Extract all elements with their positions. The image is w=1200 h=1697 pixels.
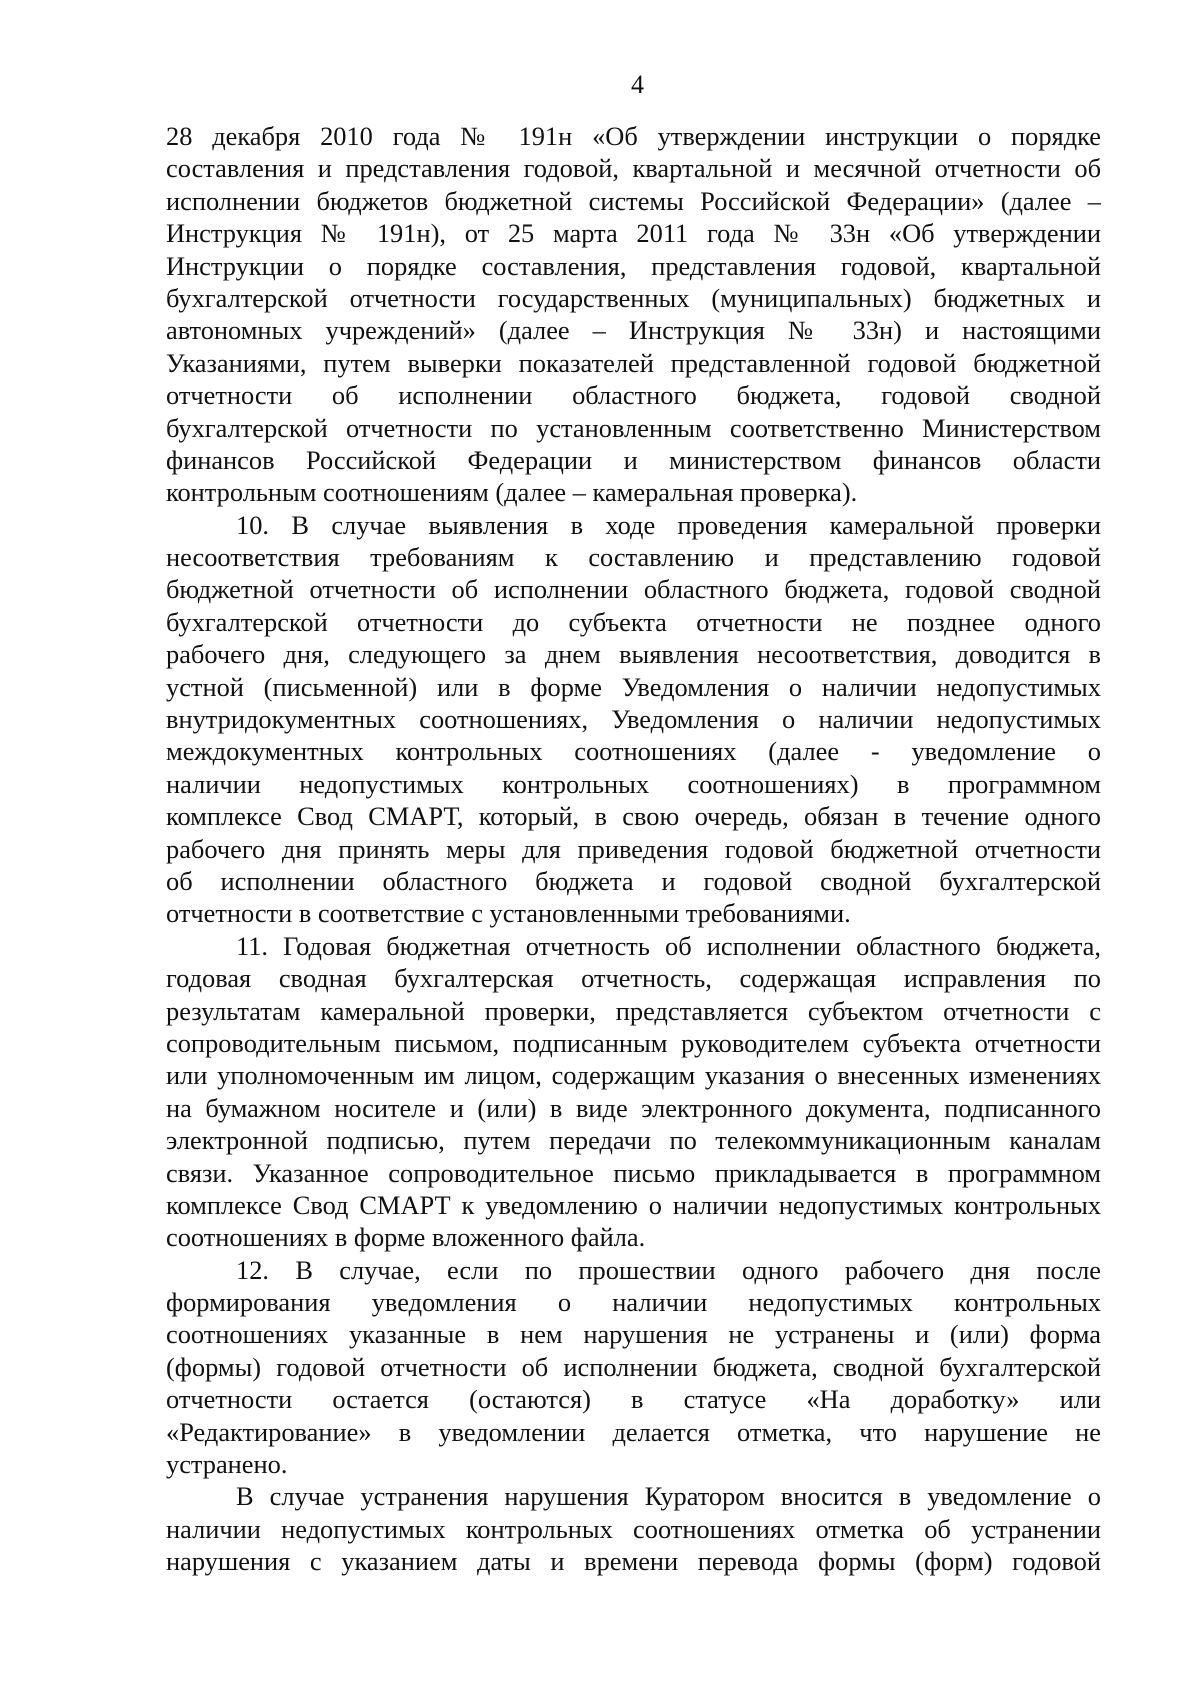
text-line: 10. В случае выявления в ходе проведения камеральной проверки [236, 509, 1101, 540]
text-line: комплексе Свод СМАРТ к уведомлению о наличии недопустимых контрольных [166, 1189, 1101, 1220]
text-line: комплексе Свод СМАРТ, который, в свою очередь, обязан в течение одного [166, 801, 1101, 832]
text-line: внутридокументных соотношениях, Уведомления о наличии недопустимых [166, 704, 1101, 735]
text-line: Инструкция № 191н), от 25 марта 2011 года № 33н «Об утверждении [166, 218, 1101, 249]
text-line: несоответствия требованиям к составлению и представлению годовой [166, 542, 1101, 573]
text-line: бухгалтерской отчетности до субъекта отчетности не позднее одного [166, 606, 1101, 637]
text-line: на бумажном носителе и (или) в виде электронного документа, подписанного [166, 1092, 1101, 1123]
text-line: формирования уведомления о наличии недопустимых контрольных [166, 1287, 1101, 1318]
text-line: «Редактирование» в уведомлении делается отметка, что нарушение не [166, 1416, 1101, 1447]
text-line: рабочего дня, следующего за днем выявления несоответствия, доводится в [166, 639, 1101, 670]
text-line: об исполнении областного бюджета и годовой сводной бухгалтерской [166, 865, 1101, 896]
text-line: отчетности остается (остаются) в статусе «На доработку» или [166, 1384, 1101, 1415]
text-line: связи. Указанное сопроводительное письмо прикладывается в программном [166, 1157, 1101, 1188]
text-line: соотношениях указанные в нем нарушения не устранены и (или) форма [166, 1319, 1101, 1350]
text-line: 12. В случае, если по прошествии одного рабочего дня после [236, 1254, 1101, 1285]
document-body [166, 120, 1101, 1578]
text-line: наличии недопустимых контрольных соотношениях) в программном [166, 768, 1101, 799]
text-line: устной (письменной) или в форме Уведомления о наличии недопустимых [166, 671, 1101, 702]
text-line: соотношениях в форме вложенного файла. [166, 1222, 646, 1253]
text-line: результатам камеральной проверки, представляется субъектом отчетности с [166, 995, 1101, 1026]
text-line: электронной подписью, путем передачи по телекоммуникационным каналам [166, 1125, 1101, 1156]
text-line: составления и представления годовой, квартальной и месячной отчетности об [166, 153, 1101, 184]
text-line: (формы) годовой отчетности об исполнении бюджета, сводной бухгалтерской [166, 1351, 1101, 1382]
text-line: годовая сводная бухгалтерская отчетность, содержащая исправления по [166, 963, 1101, 994]
text-line: бухгалтерской отчетности по установленным соответственно Министерством [166, 412, 1101, 443]
text-line: междокументных контрольных соотношениях (далее - уведомление о [166, 736, 1101, 767]
text-line: отчетности в соответствие с установленными требованиями. [166, 898, 851, 929]
text-line: автономных учреждений» (далее – Инструкция № 33н) и настоящими [166, 315, 1101, 346]
text-line: сопроводительным письмом, подписанным руководителем субъекта отчетности [166, 1027, 1101, 1058]
text-line: Указаниями, путем выверки показателей представленной годовой бюджетной [166, 347, 1101, 378]
text-line: Инструкции о порядке составления, представления годовой, квартальной [166, 250, 1101, 281]
text-line: В случае устранения нарушения Куратором вносится в уведомление о [236, 1481, 1101, 1512]
text-line: отчетности об исполнении областного бюджета, годовой сводной [166, 380, 1101, 411]
text-line: 11. Годовая бюджетная отчетность об исполнении областного бюджета, [236, 930, 1101, 961]
text-line: финансов Российской Федерации и министерством финансов области [166, 444, 1101, 475]
text-line: бюджетной отчетности об исполнении областного бюджета, годовой сводной [166, 574, 1101, 605]
text-line: контрольным соотношениям (далее – камеральная проверка). [166, 477, 858, 508]
text-line: исполнении бюджетов бюджетной системы Российской Федерации» (далее – [166, 185, 1101, 216]
text-line: нарушения с указанием даты и времени перевода формы (форм) годовой [166, 1546, 1101, 1577]
text-line: наличии недопустимых контрольных соотношениях отметка об устранении [166, 1513, 1101, 1544]
page-number: 4 [631, 70, 644, 99]
text-line: или уполномоченным им лицом, содержащим указания о внесенных изменениях [166, 1060, 1101, 1091]
text-line: бухгалтерской отчетности государственных (муниципальных) бюджетных и [166, 282, 1101, 313]
text-line: рабочего дня принять меры для приведения годовой бюджетной отчетности [166, 833, 1101, 864]
text-line: устранено. [166, 1449, 288, 1480]
text-line: 28 декабря 2010 года № 191н «Об утверждении инструкции о порядке [166, 121, 1101, 151]
